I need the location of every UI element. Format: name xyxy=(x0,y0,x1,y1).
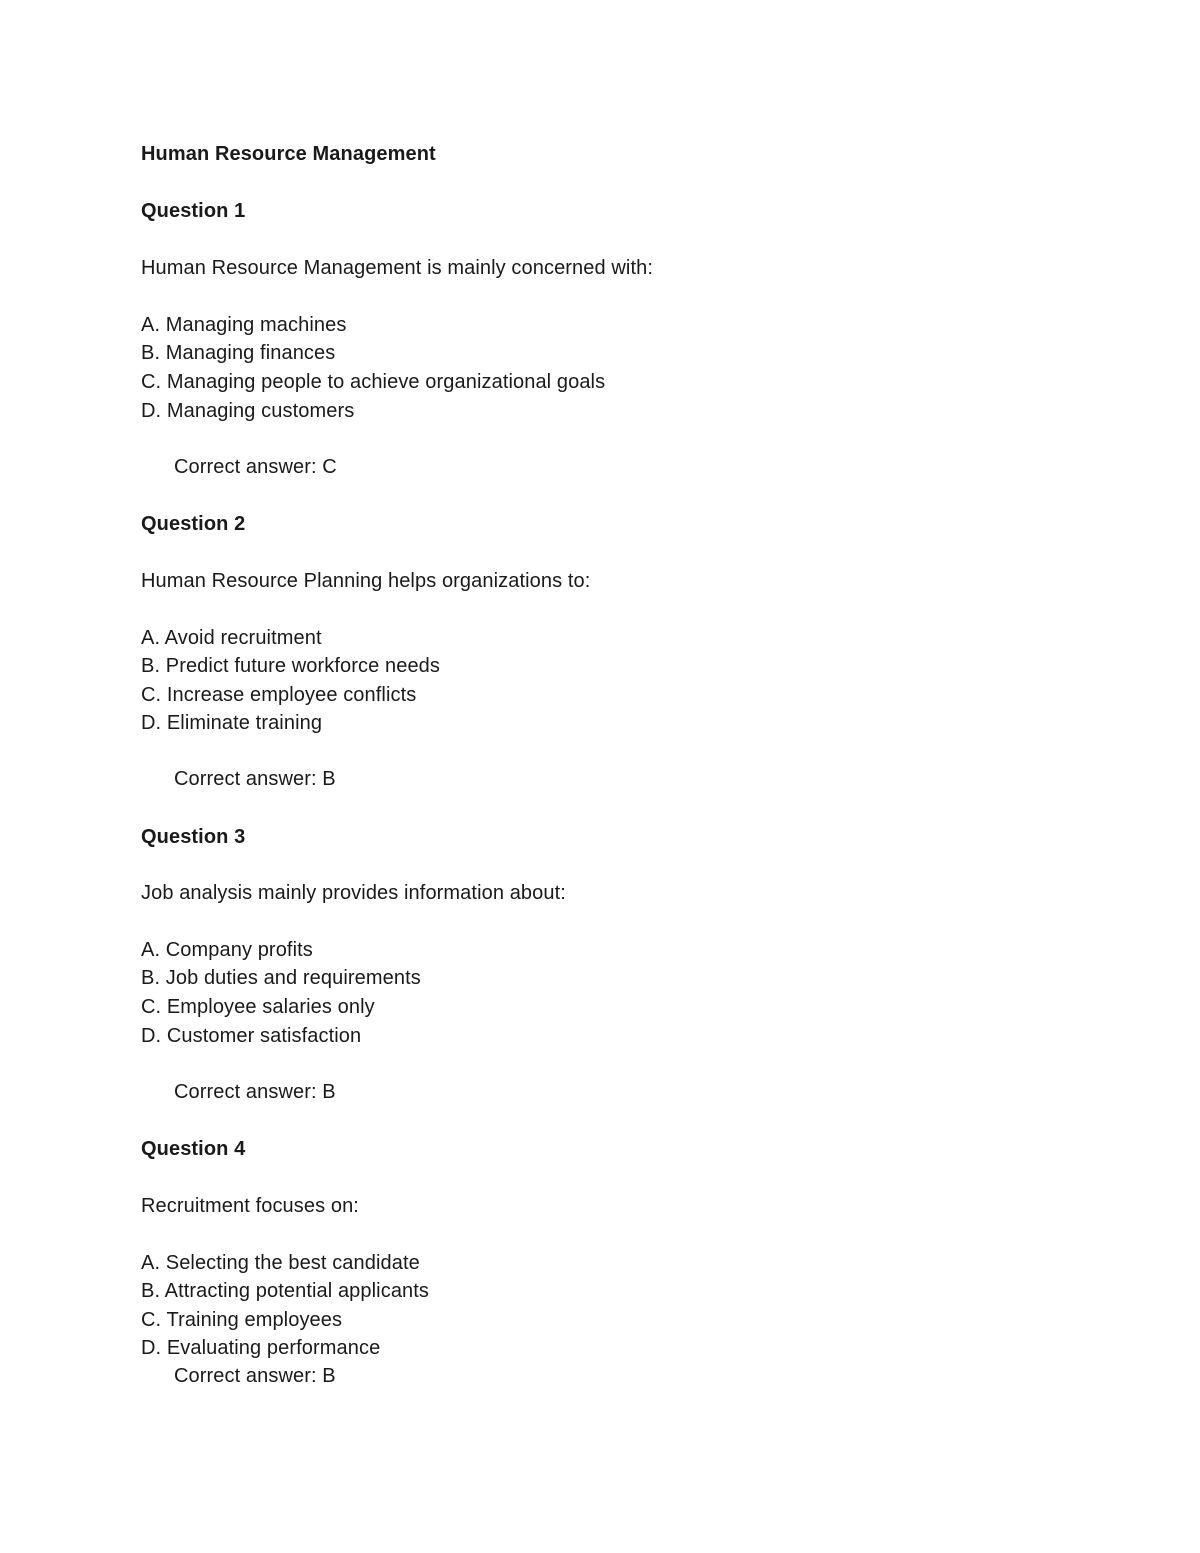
question-heading: Question 1 xyxy=(141,200,246,222)
question-prompt: Human Resource Management is mainly concerned with: xyxy=(141,257,654,279)
answer-option: C. Managing people to achieve organizational goals xyxy=(141,371,606,393)
answer-option: B. Job duties and requirements xyxy=(141,967,421,989)
question-heading: Question 3 xyxy=(141,826,246,848)
answer-option: C. Training employees xyxy=(141,1309,343,1331)
question-prompt: Job analysis mainly provides information about: xyxy=(141,882,566,904)
question-prompt: Human Resource Planning helps organizations to: xyxy=(141,570,591,592)
question-heading: Question 4 xyxy=(141,1138,246,1160)
correct-answer: Correct answer: B xyxy=(174,1081,336,1103)
answer-option: D. Eliminate training xyxy=(141,712,323,734)
document-title: Human Resource Management xyxy=(141,143,436,165)
answer-option: C. Increase employee conflicts xyxy=(141,684,417,706)
answer-option: D. Customer satisfaction xyxy=(141,1025,362,1047)
answer-option: A. Avoid recruitment xyxy=(141,627,322,649)
answer-option: B. Predict future workforce needs xyxy=(141,655,440,677)
question-heading: Question 2 xyxy=(141,513,246,535)
answer-option: B. Managing finances xyxy=(141,342,336,364)
answer-option: D. Managing customers xyxy=(141,400,355,422)
correct-answer: Correct answer: C xyxy=(174,456,337,478)
answer-option: A. Managing machines xyxy=(141,314,347,336)
answer-option: A. Company profits xyxy=(141,939,313,961)
correct-answer: Correct answer: B xyxy=(174,1365,336,1387)
question-prompt: Recruitment focuses on: xyxy=(141,1195,359,1217)
answer-option: D. Evaluating performance xyxy=(141,1337,381,1359)
answer-option: B. Attracting potential applicants xyxy=(141,1280,430,1302)
correct-answer: Correct answer: B xyxy=(174,768,336,790)
answer-option: C. Employee salaries only xyxy=(141,996,375,1018)
answer-option: A. Selecting the best candidate xyxy=(141,1252,420,1274)
